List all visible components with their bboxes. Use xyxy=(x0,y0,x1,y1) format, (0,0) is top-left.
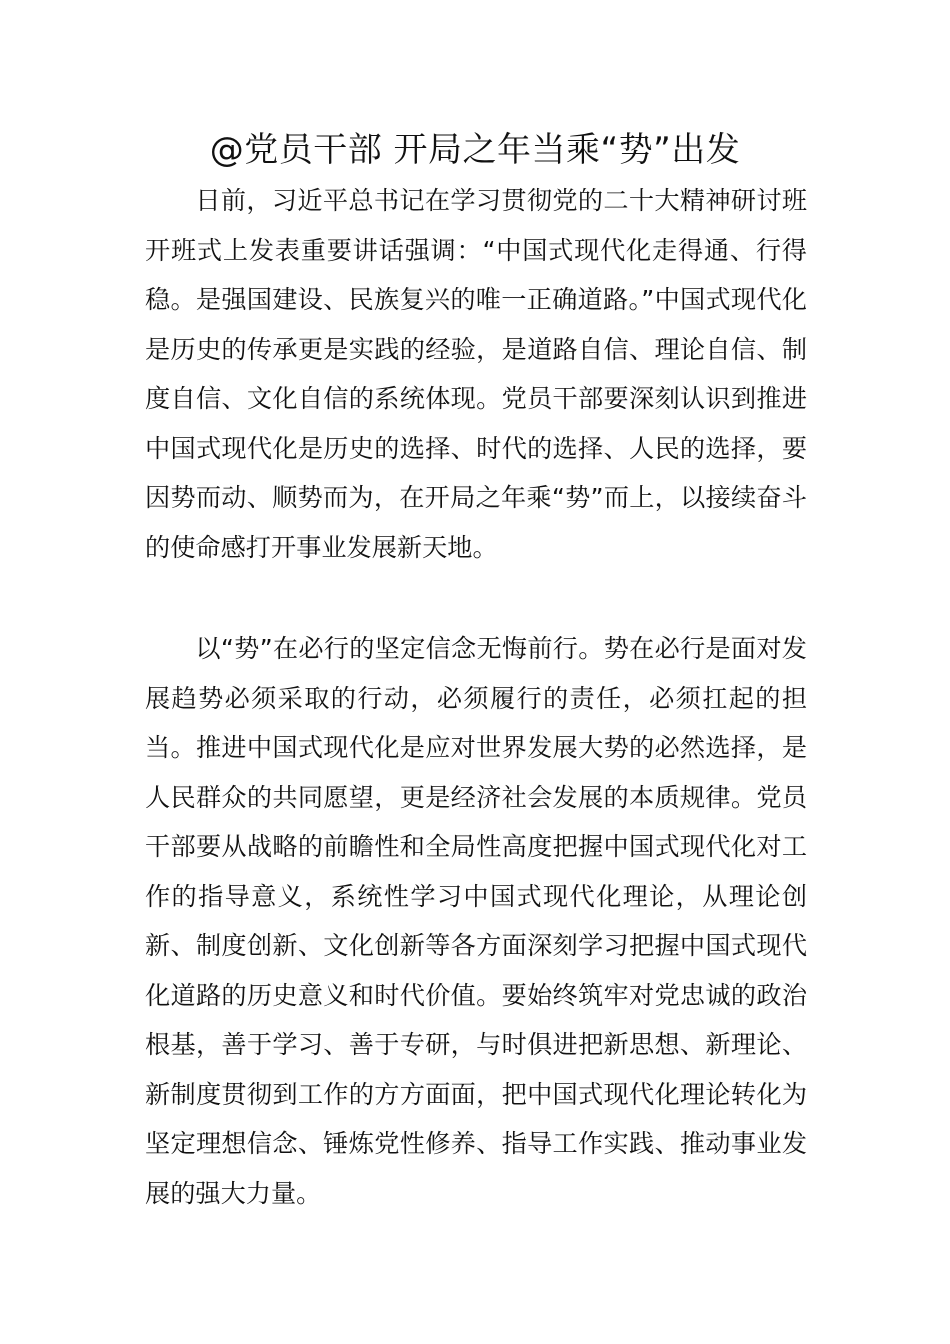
paragraph-1: 日前，习近平总书记在学习贯彻党的二十大精神研讨班开班式上发表重要讲话强调：“中国式现代化走得通、行得稳。是强国建设、民族复兴的唯一正确道路。”中国式现代化是历史的传承更是实践的经验，是道路自信、理论自信、制度自信、文化自信的系统体现。党员干部要深刻认识到推进中国式现代化是历史的选择、时代的选择、人民的选择，要因势而动、顺势而为，在开局之年乘“势”而上，以接续奋斗的使命感打开事业发展新天地。 xyxy=(145,186,807,562)
paragraph-2: 以“势”在必行的坚定信念无悔前行。势在必行是面对发展趋势必须采取的行动，必须履行的责任，必须扛起的担当。推进中国式现代化是应对世界发展大势的必然选择，是人民群众的共同愿望，更是经济社会发展的本质规律。党员干部要从战略的前瞻性和全局性高度把握中国式现代化对工作的指导意义，系统性学习中国式现代化理论，从理论创新、制度创新、文化创新等各方面深刻学习把握中国式现代化道路的历史意义和时代价值。要始终筑牢对党忠诚的政治根基，善于学习、善于专研，与时俱进把新思想、新理论、新制度贯彻到工作的方方面面，把中国式现代化理论转化为坚定理想信念、锤炼党性修养、指导工作实践、推动事业发展的强大力量。 xyxy=(145,634,807,1208)
document-title: @党员干部 开局之年当乘“势”出发 xyxy=(209,130,741,170)
